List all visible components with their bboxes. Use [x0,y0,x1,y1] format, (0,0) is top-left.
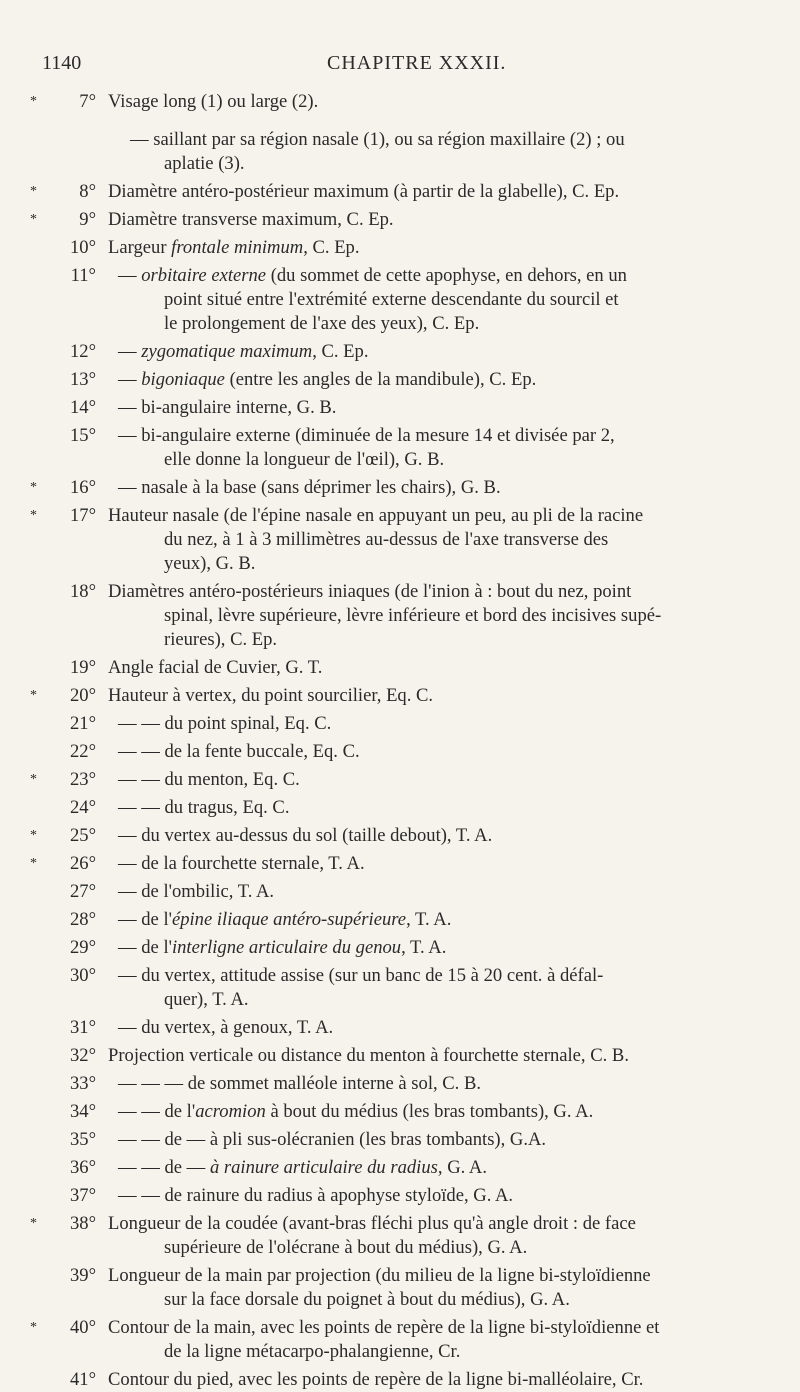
entry-text: — de l'ombilic, T. A. [118,881,275,902]
asterisk-mark: * [30,508,37,523]
entry-text: — de la fourchette sternale, T. A. [118,853,365,874]
entry-text: — du vertex, à genoux, T. A. [118,1017,334,1038]
entry-line [0,1236,800,1260]
entry-line [0,740,800,764]
entry-number: 22° [69,741,96,762]
entry-number: 17° [69,505,96,526]
entry-number: 29° [69,937,96,958]
entry-text: quer), T. A. [164,989,249,1010]
entry-line [0,264,800,288]
entry-text: — — de la fente buccale, Eq. C. [118,741,360,762]
entry-number: 10° [69,237,96,258]
entry-line [0,1128,800,1152]
entry-number: 30° [69,965,96,986]
entry-line [0,684,800,708]
entry-text: aplatie (3). [164,153,245,174]
entry-number: 35° [69,1129,96,1150]
entry-text: — — du tragus, Eq. C. [118,797,290,818]
entry-number: 13° [69,369,96,390]
entry-line [0,1072,800,1096]
asterisk-mark: * [30,772,37,787]
entry-number: 23° [69,769,96,790]
entry-number: 9° [79,209,96,230]
entry-text: — — de l'acromion à bout du médius (les bras tombants), G. A. [118,1101,594,1122]
entry-number: 25° [69,825,96,846]
entry-line [0,908,800,932]
entry-number: 20° [69,685,96,706]
entry-line [0,604,800,628]
entry-text: — bi-angulaire interne, G. B. [118,397,337,418]
entry-text: Longueur de la coudée (avant-bras fléchi plus qu'à angle droit : de face [108,1213,636,1234]
entry-text: Projection verticale ou distance du menton à fourchette sternale, C. B. [108,1045,629,1066]
entry-line [0,1184,800,1208]
entry-text: Contour du pied, avec les points de repère de la ligne bi-malléolaire, Cr. [108,1369,644,1390]
entry-line [0,424,800,448]
entry-text: — saillant par sa région nasale (1), ou sa région maxillaire (2) ; ou [130,129,625,150]
entry-text: — — de — à pli sus-olécranien (les bras tombants), G.A. [118,1129,547,1150]
entry-number: 32° [69,1045,96,1066]
entry-text: — zygomatique maximum, C. Ep. [118,341,369,362]
entry-number: 15° [69,425,96,446]
entry-number: 19° [69,657,96,678]
entry-line [0,340,800,364]
entry-number: 7° [79,91,96,112]
entry-line [0,312,800,336]
entry-number: 14° [69,397,96,418]
entry-number: 28° [69,909,96,930]
asterisk-mark: * [30,688,37,703]
entry-line [0,712,800,736]
entry-text: elle donne la longueur de l'œil), G. B. [164,449,445,470]
entry-line [0,448,800,472]
asterisk-mark: * [30,1320,37,1335]
entry-text: Diamètres antéro-postérieurs iniaques (de l'inion à : bout du nez, point [108,581,632,602]
entry-line [0,552,800,576]
entry-number: 31° [69,1017,96,1038]
page-number: 1140 [42,52,82,74]
entry-text: — bigoniaque (entre les angles de la mandibule), C. Ep. [118,369,537,390]
entry-text: de la ligne métacarpo-phalangienne, Cr. [164,1341,461,1362]
asterisk-mark: * [30,94,37,109]
entry-text: Longueur de la main par projection (du milieu de la ligne bi-styloïdienne [108,1265,651,1286]
asterisk-mark: * [30,856,37,871]
chapter-title: CHAPITRE XXXII. [327,52,507,74]
entry-number: 40° [69,1317,96,1338]
entry-text: — — du menton, Eq. C. [118,769,300,790]
entry-text: — — de — à rainure articulaire du radius, G. A. [118,1157,487,1178]
entry-line [0,768,800,792]
entry-text: — nasale à la base (sans déprimer les chairs), G. B. [118,477,501,498]
entry-text: — orbitaire externe (du sommet de cette apophyse, en dehors, en un [118,265,627,286]
entry-line [0,1340,800,1364]
entry-line [0,1100,800,1124]
entry-line [0,628,800,652]
entry-text: Diamètre transverse maximum, C. Ep. [108,209,394,230]
entry-text: Visage long (1) ou large (2). [108,91,319,112]
entry-number: 16° [69,477,96,498]
entry-line [0,368,800,392]
entry-line [0,580,800,604]
entry-line [0,476,800,500]
entry-text: le prolongement de l'axe des yeux), C. Ep. [164,313,480,334]
entry-line [0,796,800,820]
entry-line [0,1288,800,1312]
entry-line [0,236,800,260]
entry-text: Contour de la main, avec les points de repère de la ligne bi-styloïdienne et [108,1317,660,1338]
entry-text: rieures), C. Ep. [164,629,278,650]
entry-text: sur la face dorsale du poignet à bout du médius), G. A. [164,1289,570,1310]
entry-number: 41° [69,1369,96,1390]
entry-line [0,152,800,176]
entry-line [0,1044,800,1068]
entry-number: 38° [69,1213,96,1234]
entry-number: 24° [69,797,96,818]
asterisk-mark: * [30,480,37,495]
entry-text: yeux), G. B. [164,553,256,574]
entry-text: point situé entre l'extrémité externe descendante du sourcil et [164,289,619,310]
entry-text: — — de rainure du radius à apophyse styloïde, G. A. [118,1185,514,1206]
entry-line [0,880,800,904]
entry-text: spinal, lèvre supérieure, lèvre inférieure et bord des incisives supé- [164,605,662,626]
entry-number: 8° [79,181,96,202]
entry-number: 36° [69,1157,96,1178]
entry-number: 18° [69,581,96,602]
entry-text: Largeur frontale minimum, C. Ep. [108,237,360,258]
entry-text: — de l'épine iliaque antéro-supérieure, T. A. [118,909,452,930]
entry-line [0,396,800,420]
asterisk-mark: * [30,828,37,843]
entry-number: 12° [69,341,96,362]
entry-text: Diamètre antéro-postérieur maximum (à partir de la glabelle), C. Ep. [108,181,620,202]
entry-line [0,504,800,528]
entry-number: 21° [69,713,96,734]
asterisk-mark: * [30,1216,37,1231]
entry-line [0,988,800,1012]
entry-text: Angle facial de Cuvier, G. T. [108,657,323,678]
entry-text: supérieure de l'olécrane à bout du médius), G. A. [164,1237,528,1258]
entry-text: — bi-angulaire externe (diminuée de la mesure 14 et divisée par 2, [118,425,615,446]
entry-line [0,128,800,152]
asterisk-mark: * [30,184,37,199]
entry-line [0,1264,800,1288]
entry-number: 11° [70,265,96,286]
entry-number: 39° [69,1265,96,1286]
entry-number: 37° [69,1185,96,1206]
entry-line [0,1212,800,1236]
entry-line [0,936,800,960]
entry-text: du nez, à 1 à 3 millimètres au-dessus de l'axe transverse des [164,529,609,550]
entry-text: — de l'interligne articulaire du genou, T. A. [118,937,447,958]
entry-text: — du vertex, attitude assise (sur un banc de 15 à 20 cent. à défal- [118,965,604,986]
entry-line [0,528,800,552]
entry-text: Hauteur nasale (de l'épine nasale en appuyant un peu, au pli de la racine [108,505,644,526]
entry-line [0,1016,800,1040]
entry-number: 27° [69,881,96,902]
entry-line [0,1368,800,1392]
entry-line [0,1156,800,1180]
entry-number: 34° [69,1101,96,1122]
entry-line [0,964,800,988]
entry-line [0,1316,800,1340]
entry-line [0,288,800,312]
entry-text: — — du point spinal, Eq. C. [118,713,332,734]
entry-line [0,852,800,876]
entry-line [0,656,800,680]
entry-line [0,90,800,114]
entry-text: — — — de sommet malléole interne à sol, C. B. [118,1073,482,1094]
entry-text: Hauteur à vertex, du point sourcilier, Eq. C. [108,685,434,706]
entry-text: — du vertex au-dessus du sol (taille debout), T. A. [118,825,493,846]
asterisk-mark: * [30,212,37,227]
page-header [42,52,762,80]
entry-number: 33° [69,1073,96,1094]
entry-line [0,208,800,232]
entry-line [0,180,800,204]
entry-line [0,824,800,848]
entry-number: 26° [69,853,96,874]
